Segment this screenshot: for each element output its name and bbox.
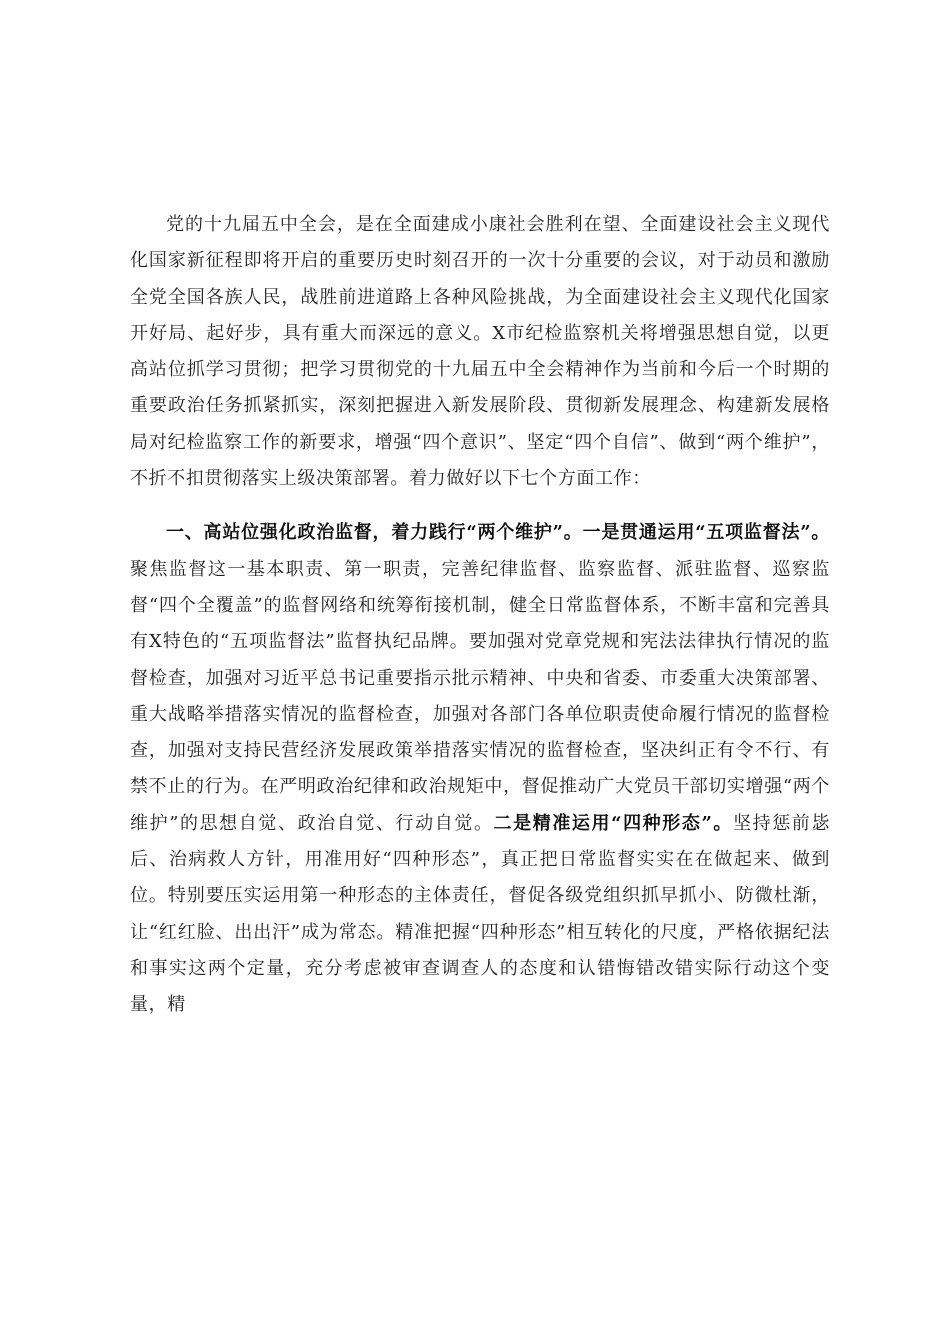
section-one-subheading-2: 二是精准运用“四种形态”。 [493, 812, 734, 834]
section-one-text-part-1: 聚焦监督这一基本职责、第一职责，完善纪律监督、监察监督、派驻监督、巡察监督“四个全覆盖”的监督网络和统筹衔接机制，健全日常监督体系，不断丰富和完善具有X特色的“五项监督法”监督执纪品牌。要加强对党章党规和宪法法律执行情况的监督检查，加强对习近平总书记重要指示批示精神、中央和省委、市委重大决策部署、重大战略举措落实情况的监督检查，加强对各部门各单位职责使命履行情况的监督检查，加强对支持民营经济发展政策举措落实情况的监督检查，坚决纠正有令不行、有禁不止的行为。在严明政治纪律和政治规矩中，督促推动广大党员干部切实增强“两个维护”的思想自觉、政治自觉、行动自觉。 [130, 558, 830, 834]
intro-text: 党的十九届五中全会，是在全面建成小康社会胜利在望、全面建设社会主义现代化国家新征程即将开启的重要历史时刻召开的一次十分重要的会议，对于动员和激励全党全国各族人民，战胜前进道路上各种风险挑战，为全面建设社会主义现代化国家开好局、起好步，具有重大而深远的意义。X市纪检监察机关将增强思想自觉，以更高站位抓学习贯彻；把学习贯彻党的十九届五中全会精神作为当前和今后一个时期的重要政治任务抓紧抓实，深刻把握进入新发展阶段、贯彻新发展理念、构建新发展格局对纪检监察工作的新要求，增强“四个意识”、坚定“四个自信”、做到“两个维护”，不折不扣贯彻落实上级决策部署。着力做好以下七个方面工作： [130, 214, 830, 490]
intro-paragraph [130, 207, 830, 497]
section-one-heading: 一、高站位强化政治监督，着力践行“两个维护”。一是贯通运用“五项监督法”。 [166, 522, 830, 544]
document-body [130, 207, 830, 1024]
section-one-paragraph [130, 515, 830, 1023]
section-one-text-part-2: 坚持惩前毖后、治病救人方针，用准用好“四种形态”，真正把日常监督实实在在做起来、做到位。特别要压实运用第一种形态的主体责任，督促各级党组织抓早抓小、防微杜渐，让“红红脸、出出汗”成为常态。精准把握“四种形态”相互转化的尺度，严格依据纪法和事实这两个定量，充分考虑被审查调查人的态度和认错悔错改错实际行动这个变量，精 [130, 812, 831, 1016]
